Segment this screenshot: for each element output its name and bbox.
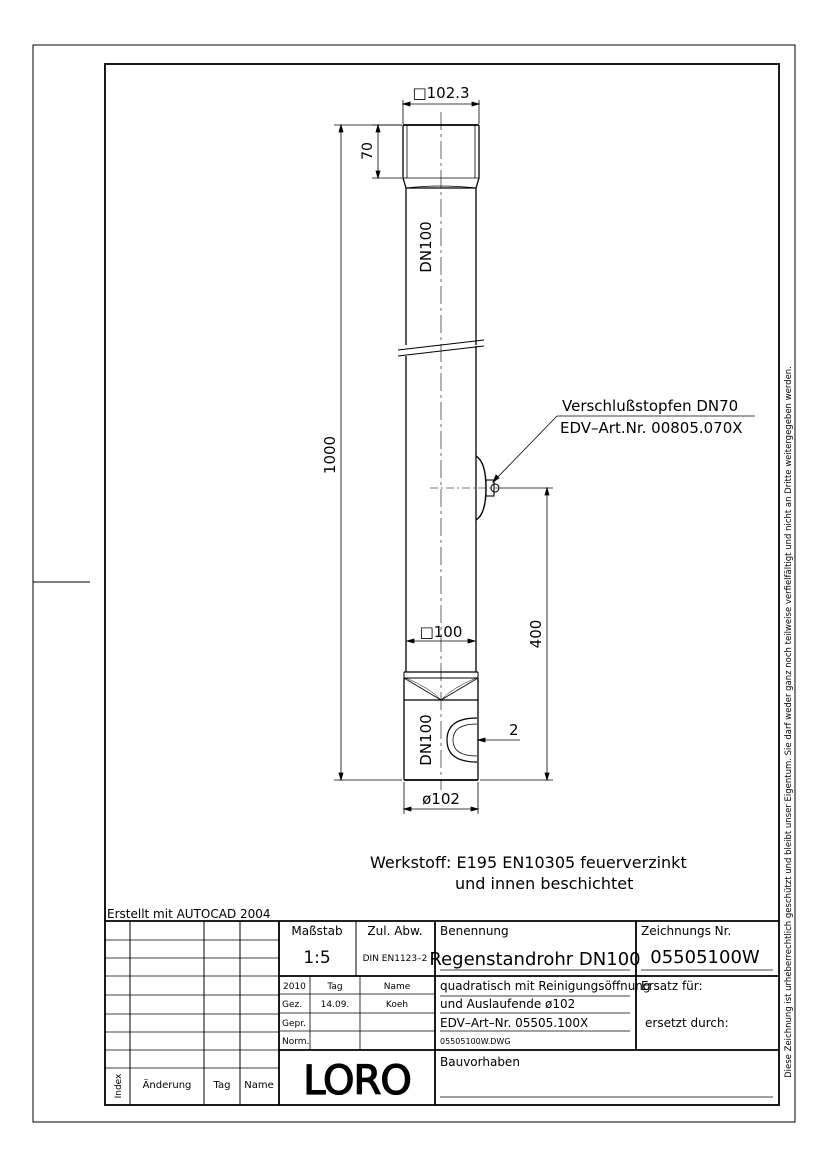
scale-label: Maßstab	[291, 924, 343, 938]
dim-length: 1000	[321, 435, 339, 475]
gez-name: Koeh	[385, 1000, 409, 1010]
plug-label: Verschlußstopfen DN70	[562, 397, 739, 415]
dim-square-mid: □100	[419, 623, 463, 641]
desc-line-2: und Auslaufende ø102	[440, 997, 576, 1011]
dn-label-top: DN100	[417, 221, 435, 273]
pipe-drawing	[398, 112, 500, 790]
gepr-label: Gepr.	[282, 1019, 306, 1029]
project-label: Bauvorhaben	[440, 1055, 520, 1069]
edv-number: EDV–Art–Nr. 05505.100X	[440, 1016, 589, 1030]
norm-label: Norm.	[282, 1037, 310, 1047]
gez-date: 14.09.	[320, 1000, 350, 1010]
dim-square-top: □102.3	[412, 84, 470, 102]
drawing-no-label: Zeichnungs Nr.	[641, 924, 732, 938]
col-name: Name	[383, 982, 411, 992]
desc-line-1: quadratisch mit Reinigungsöffnung	[440, 979, 651, 993]
material-line-1: Werkstoff: E195 EN10305 feuerverzinkt	[370, 853, 687, 872]
dimension-lines	[334, 100, 755, 814]
year: 2010	[283, 982, 306, 992]
copyright-side-note: Diese Zeichnung ist urheberrechtlich geschützt und bleibt unser Eigentum. Sie darf weder ganz noch teilweise verfielfältigt und nicht an Dritte weitergegeben werden.	[784, 366, 794, 1078]
tolerance-value: DIN EN1123–2	[362, 954, 428, 964]
dwg-file: 05505100W.DWG	[440, 1037, 511, 1046]
name-label: Benennung	[440, 924, 509, 938]
dim-2: 2	[509, 721, 519, 739]
gez-label: Gez.	[282, 1000, 303, 1010]
scale-value: 1:5	[303, 948, 331, 968]
material-line-2: und innen beschichtet	[455, 874, 634, 893]
dim-400: 400	[527, 619, 545, 649]
rev-day-header: Tag	[213, 1080, 231, 1091]
rev-name-header: Name	[244, 1080, 274, 1091]
tolerance-label: Zul. Abw.	[367, 924, 423, 938]
replacement-for: Ersatz für:	[641, 979, 703, 993]
loro-logo: LORO	[303, 1058, 411, 1104]
rev-index-header: Index	[114, 1073, 124, 1099]
plug-part-number: EDV–Art.Nr. 00805.070X	[560, 419, 743, 437]
replaced-by: ersetzt durch:	[645, 1016, 729, 1030]
name-value: Regenstandrohr DN100	[429, 949, 641, 970]
rev-change-header: Änderung	[142, 1080, 192, 1091]
drawing-no-value: 05505100W	[650, 947, 760, 968]
col-tag: Tag	[327, 982, 343, 992]
created-with-note: Erstellt mit AUTOCAD 2004	[107, 907, 271, 921]
dn-label-bottom: DN100	[417, 714, 435, 766]
dim-diameter: ø102	[422, 790, 460, 808]
dim-socket: 70	[360, 142, 376, 160]
